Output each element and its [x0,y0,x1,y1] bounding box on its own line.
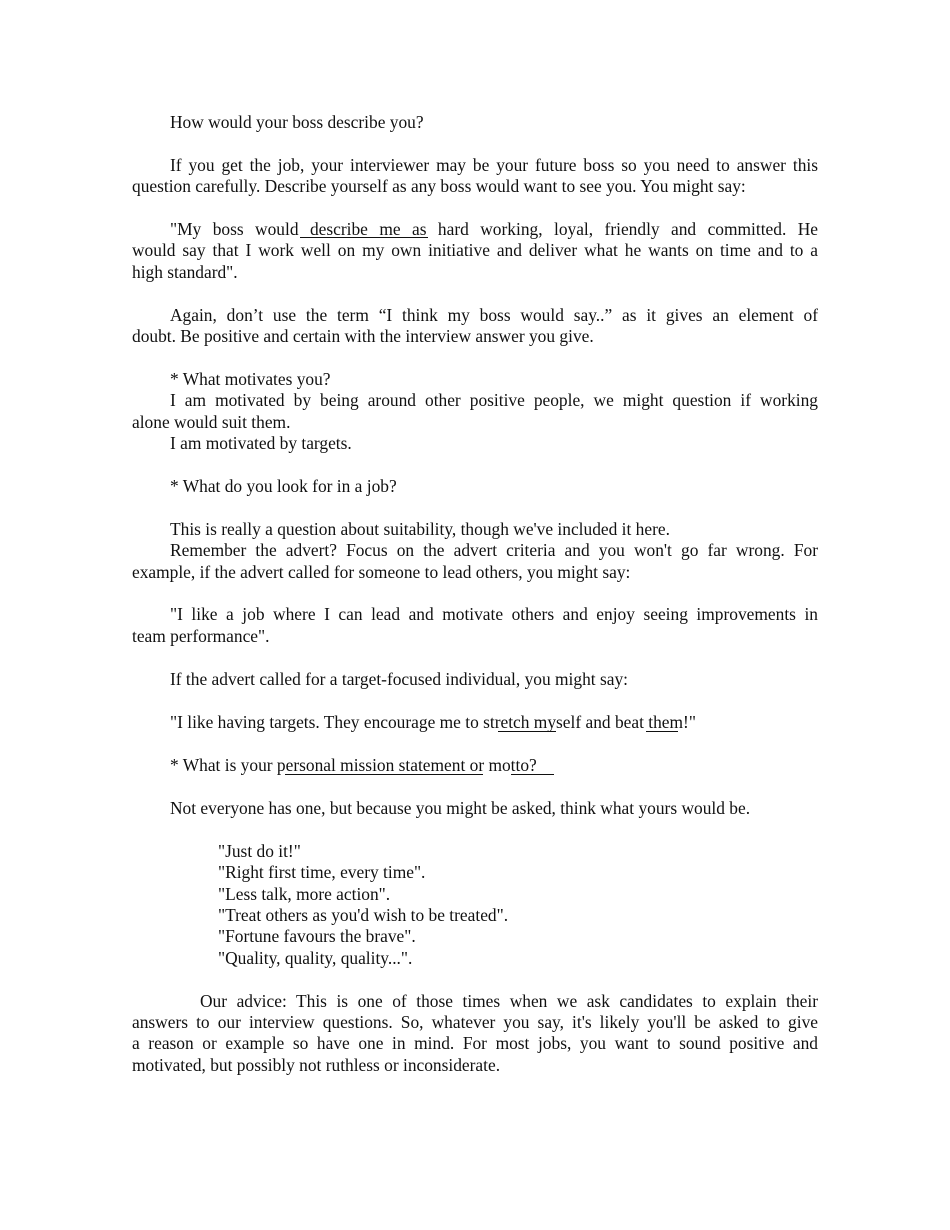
advice-line: a reason or example so have one in mind. For most jobs, you want to sound positive and [132,1033,818,1053]
quote-line: "My boss would describe me as hard working, loyal, friendly and committed. He [170,219,818,239]
quote-line: high standard". [132,262,238,282]
paragraph-line: If the advert called for a target-focused individual, you might say: [170,669,628,689]
quote-line: "I like having targets. They encourage me to stretch myself and beat them!" [170,712,696,732]
question-look-for: * What do you look for in a job? [170,476,397,496]
advice-line: motivated, but possibly not ruthless or inconsiderate. [132,1055,501,1075]
quote-line: team performance". [132,626,270,646]
advice-line: Our advice: This is one of those times when we ask candidates to explain their [200,991,818,1011]
paragraph-line: Remember the advert? Focus on the advert criteria and you won't go far wrong. For [170,540,818,560]
quote-line: "I like a job where I can lead and motivate others and enjoy seeing improvements in [170,604,818,624]
paragraph-line: This is really a question about suitability, though we've included it here. [170,519,670,539]
question-motivates: * What motivates you? [170,369,331,389]
paragraph-line: Again, don’t use the term “I think my boss would say..” as it gives an element of [170,305,818,325]
motto-item: "Fortune favours the brave". [218,926,416,946]
question-mission-statement: * What is your personal mission statement or motto? [170,755,537,775]
underline-rule [498,731,556,732]
motto-item: "Just do it!" [218,841,301,861]
paragraph-line: doubt. Be positive and certain with the interview answer you give. [132,326,594,346]
advice-line: answers to our interview questions. So, whatever you say, it's likely you'll be asked to give [132,1012,818,1032]
paragraph-line: example, if the advert called for someone to lead others, you might say: [132,562,631,582]
paragraph-line: Not everyone has one, but because you might be asked, think what yours would be. [170,798,751,818]
underline-rule [300,237,428,238]
paragraph-line: question carefully. Describe yourself as any boss would want to see you. You might say: [132,176,746,196]
paragraph-line: If you get the job, your interviewer may be your future boss so you need to answer this [170,155,818,175]
motto-item: "Quality, quality, quality...". [218,948,413,968]
paragraph-line: I am motivated by targets. [170,433,352,453]
question-boss-describe: How would your boss describe you? [170,112,424,132]
underline-rule [511,774,554,775]
underline-rule [646,731,678,732]
quote-line: would say that I work well on my own initiative and deliver what he wants on time and to a [132,240,818,260]
motto-item: "Right first time, every time". [218,862,426,882]
paragraph-line: alone would suit them. [132,412,291,432]
motto-item: "Less talk, more action". [218,884,391,904]
motto-item: "Treat others as you'd wish to be treated". [218,905,509,925]
paragraph-line: I am motivated by being around other positive people, we might question if working [170,390,818,410]
underline-rule [285,774,483,775]
